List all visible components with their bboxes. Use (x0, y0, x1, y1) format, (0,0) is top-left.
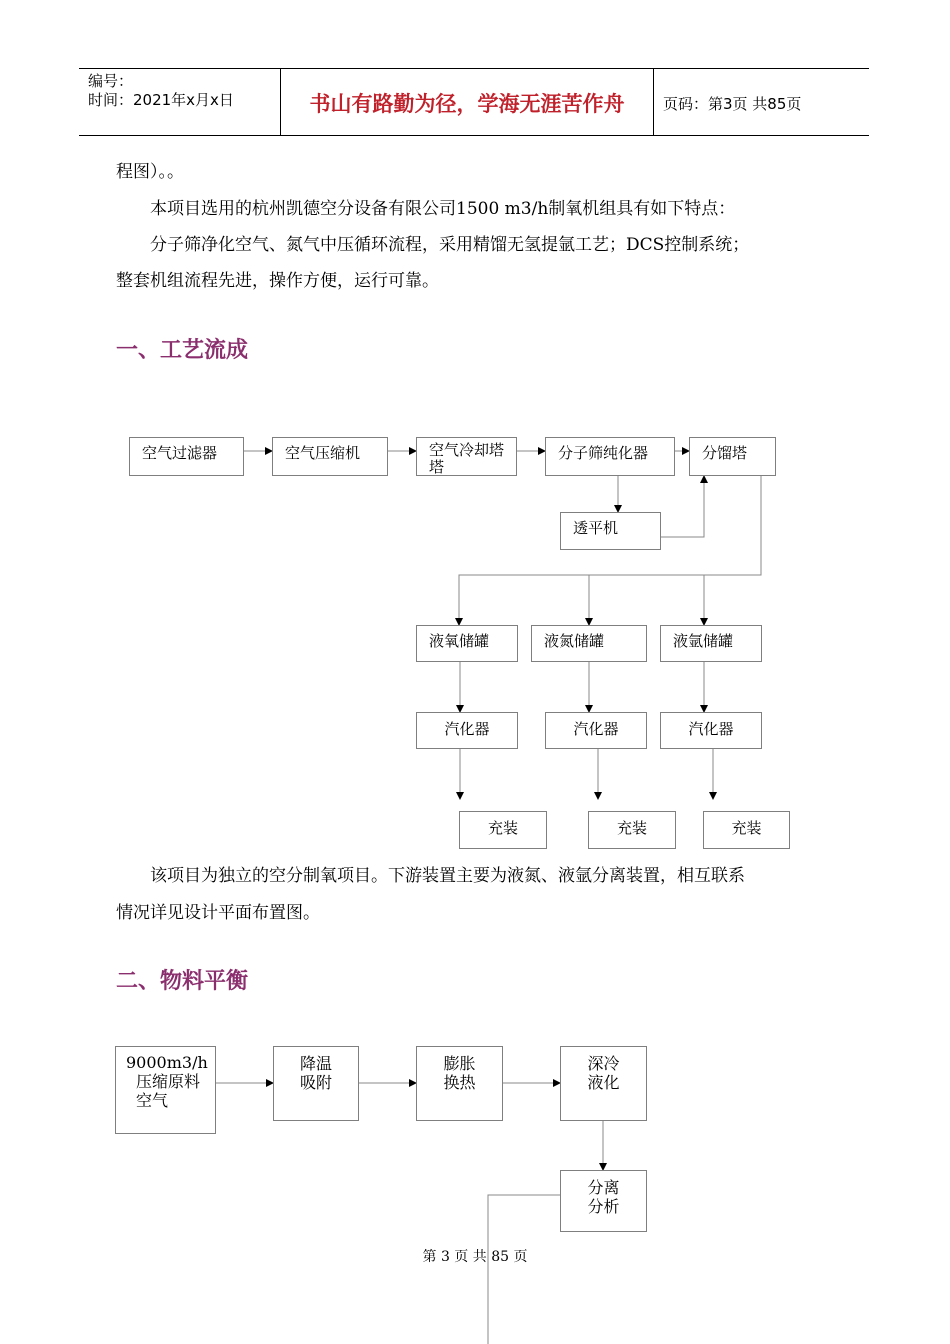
box-expander: 透平机 (560, 512, 661, 550)
box-liquefy-line-1: 深冷 (587, 1054, 620, 1073)
box-air-cooling-tower-label: 空气冷却塔塔 (429, 441, 505, 476)
box-raw-air (115, 1046, 216, 1134)
box-vaporizer-2: 汽化器 (545, 712, 647, 749)
box-molecular-sieve: 分子筛纯化器 (545, 437, 675, 476)
header-motto: 书山有路勤为径，学海无涯苦作舟 (309, 92, 625, 116)
page-footer: 第 3 页 共 85 页 (422, 1249, 528, 1265)
box-expand-line-2: 换热 (443, 1073, 476, 1092)
box-cool-adsorb (273, 1046, 359, 1121)
box-liquefy-line-2: 液化 (587, 1073, 620, 1092)
box-filling-1: 充装 (459, 811, 547, 849)
box-raw-air-line-1: 9000m3/h (126, 1053, 208, 1072)
box-separate-line-1: 分离 (587, 1178, 620, 1197)
intro-line-1: 程图）。。 (116, 162, 184, 182)
intro-line-2: 本项目选用的杭州凯德空分设备有限公司1500 m3/h制氧机组具有如下特点： (150, 199, 736, 219)
box-raw-air-line-3: 空气 (136, 1091, 169, 1110)
box-raw-air-line-2: 压缩原料 (136, 1072, 201, 1091)
box-expand-exchange (416, 1046, 503, 1121)
page-info: 页码：第3页 共85页 (663, 95, 802, 113)
box-vaporizer-3: 汽化器 (660, 712, 762, 749)
box-liquid-nitrogen-tank: 液氮储罐 (531, 625, 647, 662)
box-separate-line-2: 分析 (587, 1197, 620, 1216)
section-2-title: 二、物料平衡 (116, 969, 249, 994)
box-liquid-argon-tank: 液氩储罐 (660, 625, 762, 662)
box-air-compressor: 空气压缩机 (272, 437, 388, 476)
box-filling-2: 充装 (588, 811, 676, 849)
box-filling-3: 充装 (703, 811, 790, 849)
box-air-cooling-tower (416, 437, 517, 476)
box-separate-analyze (560, 1170, 647, 1232)
document-number-label: 编号： (88, 72, 134, 90)
section-1-paragraph-line-2: 情况详见设计平面布置图。 (116, 903, 320, 923)
box-distillation-tower: 分馏塔 (689, 437, 776, 476)
document-time-label: 时间：2021年x月x日 (88, 91, 234, 109)
section-1-paragraph-line-1: 该项目为独立的空分制氧项目。下游装置主要为液氮、液氩分离装置，相互联系 (150, 866, 745, 886)
box-expand-line-1: 膨胀 (443, 1054, 476, 1073)
box-liquid-oxygen-tank: 液氧储罐 (416, 625, 518, 662)
box-deep-cool-liquefy (560, 1046, 647, 1121)
section-1-title: 一、工艺流成 (116, 338, 249, 363)
intro-line-3: 分子筛净化空气、氮气中压循环流程，采用精馏无氢提氩工艺；DCS控制系统； (150, 235, 750, 255)
intro-line-4: 整套机组流程先进，操作方便，运行可靠。 (116, 271, 439, 291)
box-air-filter: 空气过滤器 (129, 437, 244, 476)
box-cool-adsorb-line-1: 降温 (299, 1054, 332, 1073)
box-vaporizer-1: 汽化器 (416, 712, 518, 749)
box-cool-adsorb-line-2: 吸附 (299, 1073, 332, 1092)
